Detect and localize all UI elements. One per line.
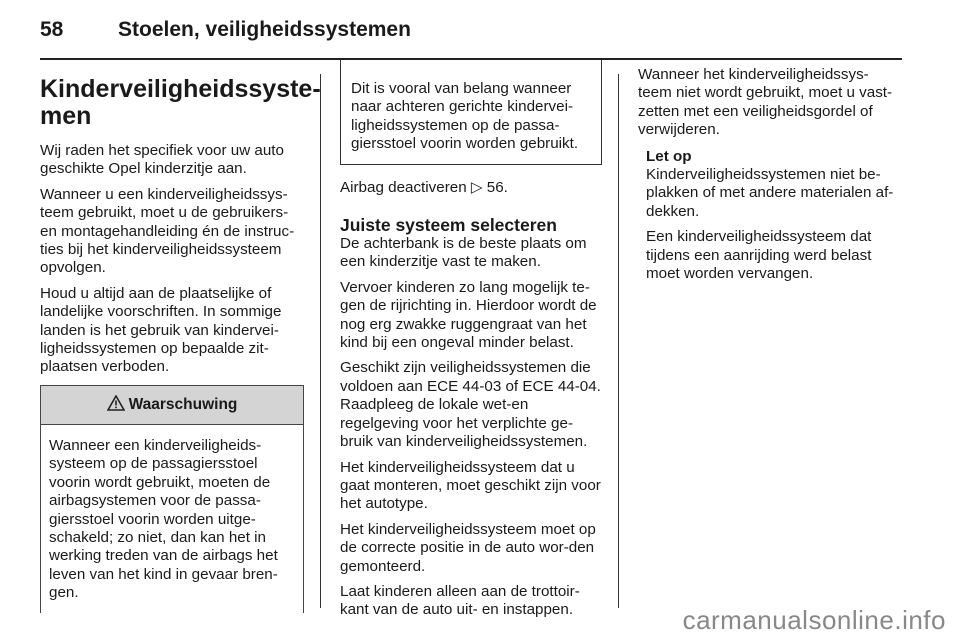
main-heading-text: Kinderveiligheidssyste- men <box>40 75 321 130</box>
warning-box <box>40 385 304 613</box>
note-paragraph-2: Een kinderveiligheidssysteem dat tijdens een aanrijding werd belast moet worden vervangen. <box>646 228 872 283</box>
column-1 <box>40 66 321 613</box>
col2-paragraph-6: Laat kinderen alleen aan de trottoir-kant van de auto uit- en instappen. <box>340 582 580 619</box>
page-number: 58 <box>40 18 64 41</box>
warning-continuation-text: Dit is vooral van belang wanneer naar achteren gerichte kindervei-ligheidssystemen op de passa-giersstoel voorin worden gebruikt. <box>351 80 579 153</box>
airbag-reference-text: Airbag deactiveren ▷ 56. <box>340 178 508 196</box>
warning-triangle-icon <box>107 395 125 414</box>
warning-title: Waarschuwing <box>128 395 238 413</box>
warning-text: Wanneer een kinderveiligheids-systeem op de passagiersstoel voorin wordt gebruikt, moeten de airbagsystemen voor de passa-giersstoel voorin worden uitge-schakeld; zo niet, dan kan het in werking treden van de airbags het leven van het kind in gevaar bren-gen. <box>49 436 278 602</box>
warning-continuation-box <box>340 60 602 165</box>
col3-intro: Wanneer het kinderveiligheidssys-teem niet wordt gebruikt, moet u vast-zetten met een veiligheidsgordel of verwijderen. <box>638 66 893 139</box>
column-3 <box>638 66 900 290</box>
col2-paragraph-1: De achterbank is de beste plaats om een kinderzitje vast te maken. <box>340 235 587 271</box>
section-title: Stoelen, veiligheidssystemen <box>118 18 411 41</box>
subheading: Juiste systeem selecteren <box>340 215 557 236</box>
watermark: carmanualsonline.info <box>682 605 946 635</box>
airbag-reference <box>340 179 602 197</box>
note-block <box>638 148 900 284</box>
column-divider-2 <box>618 74 619 608</box>
col1-paragraph-3: Houd u altijd aan de plaatselijke of landelijke voorschriften. In sommige landen is het gebruik van kindervei-ligheidssystemen op bepaalde zit-plaatsen verboden. <box>40 284 282 376</box>
col2-paragraph-3: Geschikt zijn veiligheidssystemen die voldoen aan ECE 44-03 of ECE 44-04. Raadpleeg de lokale wet-en regelgeving voor het verplichte ge-bruik van kinderveiligheidssystemen. <box>340 359 601 451</box>
column-2 <box>340 66 602 627</box>
col2-paragraph-5: Het kinderveiligheidssysteem moet op de correcte positie in de auto wor-den gemonteerd. <box>340 520 596 575</box>
col2-paragraph-2: Vervoer kinderen zo lang mogelijk te-gen de rijrichting in. Hierdoor wordt de nog erg zwakke ruggengraat van het kind bij een ongeval minder belast. <box>340 278 597 352</box>
main-heading <box>40 75 321 130</box>
note-paragraph-1: Kinderveiligheidssystemen niet be-plakken of met andere materialen af-dekken. <box>646 166 894 220</box>
col1-paragraph-1: Wij raden het specifiek voor uw auto geschikte Opel kinderzitje aan. <box>40 142 284 178</box>
note-label: Let op <box>646 147 692 165</box>
page-header <box>40 14 900 50</box>
col1-paragraph-2: Wanneer u een kinderveiligheidssys-teem gebruikt, moet u de gebruikers-en montagehandleiding én de instruc-ties bij het kinderveiligheidssysteem opvolgen. <box>40 185 295 277</box>
warning-header <box>41 386 303 425</box>
col2-paragraph-4: Het kinderveiligheidssysteem dat u gaat monteren, moet geschikt zijn voor het autotype. <box>340 458 601 513</box>
column-divider-1 <box>320 74 321 608</box>
